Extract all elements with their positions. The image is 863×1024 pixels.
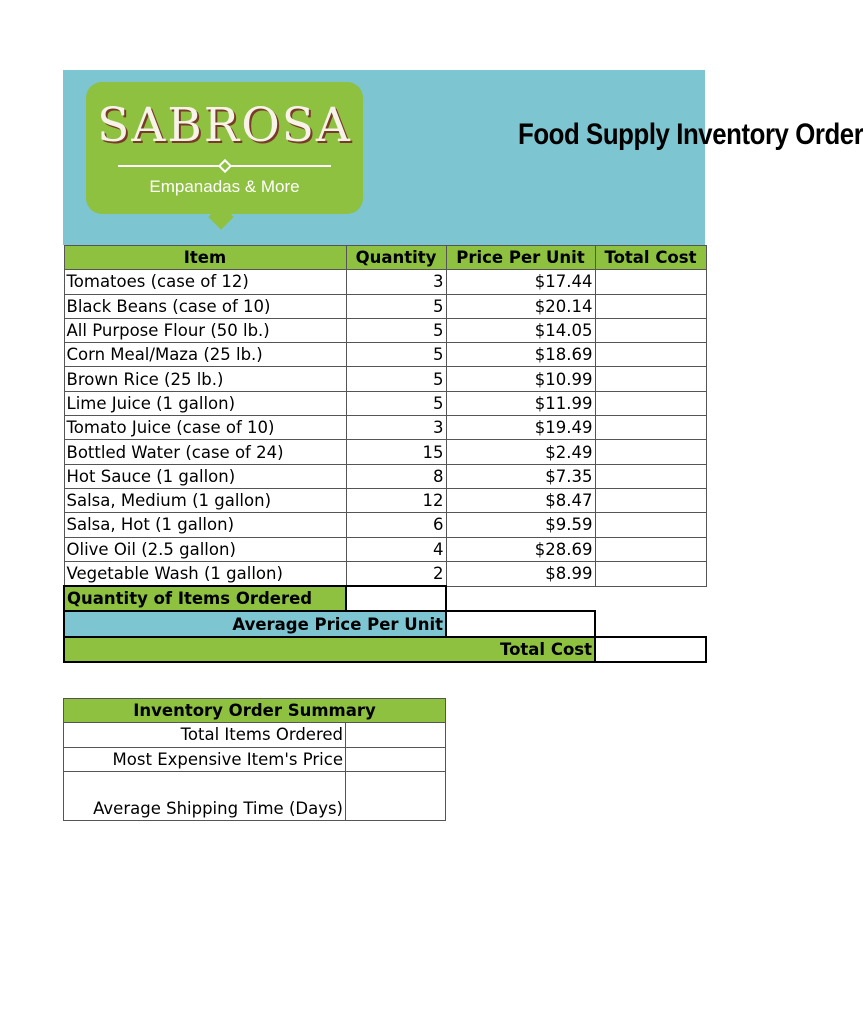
quantity-cell[interactable]: 2: [346, 561, 446, 586]
total-cost-cell[interactable]: [595, 637, 706, 662]
quantity-cell[interactable]: 12: [346, 488, 446, 512]
summary-label[interactable]: Most Expensive Item's Price: [64, 747, 346, 771]
item-cell[interactable]: Lime Juice (1 gallon): [64, 391, 346, 415]
column-header[interactable]: Quantity: [346, 246, 446, 270]
table-row: [64, 464, 706, 488]
price-cell[interactable]: $2.49: [446, 440, 595, 464]
table-row: [64, 367, 706, 391]
item-cell[interactable]: Tomatoes (case of 12): [64, 270, 346, 294]
price-cell[interactable]: $11.99: [446, 391, 595, 415]
price-cell[interactable]: $8.47: [446, 488, 595, 512]
quantity-cell[interactable]: 8: [346, 464, 446, 488]
average-price-row: [64, 611, 706, 636]
table-row: [64, 343, 706, 367]
quantity-cell[interactable]: 5: [346, 294, 446, 318]
quantity-cell[interactable]: 5: [346, 343, 446, 367]
summary-label[interactable]: Average Shipping Time (Days): [64, 771, 346, 820]
table-row: [64, 440, 706, 464]
price-cell[interactable]: $14.05: [446, 318, 595, 342]
summary-value-cell[interactable]: [346, 747, 446, 771]
summary-header-row: [64, 699, 446, 723]
item-cell[interactable]: Bottled Water (case of 24): [64, 440, 346, 464]
summary-label[interactable]: Total Items Ordered: [64, 723, 346, 747]
quantity-cell[interactable]: 3: [346, 416, 446, 440]
item-cell[interactable]: Salsa, Hot (1 gallon): [64, 513, 346, 537]
logo-tagline: Empanadas & More: [149, 177, 300, 196]
table-row: [64, 318, 706, 342]
average-price-label[interactable]: Average Price Per Unit: [64, 611, 446, 636]
summary-header[interactable]: Inventory Order Summary: [64, 699, 446, 723]
table-row: [64, 488, 706, 512]
quantity-total-cell[interactable]: [346, 586, 446, 611]
price-cell[interactable]: $17.44: [446, 270, 595, 294]
total-cost-cell[interactable]: [595, 537, 706, 561]
summary-value-cell[interactable]: [346, 723, 446, 747]
price-cell[interactable]: $8.99: [446, 561, 595, 586]
item-cell[interactable]: All Purpose Flour (50 lb.): [64, 318, 346, 342]
total-cost-cell[interactable]: [595, 318, 706, 342]
total-cost-cell[interactable]: [595, 294, 706, 318]
item-cell[interactable]: Vegetable Wash (1 gallon): [64, 561, 346, 586]
column-header[interactable]: Item: [64, 246, 346, 270]
item-cell[interactable]: Corn Meal/Maza (25 lb.): [64, 343, 346, 367]
item-cell[interactable]: Salsa, Medium (1 gallon): [64, 488, 346, 512]
table-row: [64, 391, 706, 415]
total-cost-cell[interactable]: [595, 464, 706, 488]
logo-name: SABROSA: [97, 98, 352, 153]
summary-row: [64, 723, 446, 747]
price-cell[interactable]: $19.49: [446, 416, 595, 440]
empty-cell: [595, 586, 706, 611]
table-row: [64, 513, 706, 537]
item-cell[interactable]: Tomato Juice (case of 10): [64, 416, 346, 440]
average-price-cell[interactable]: [446, 611, 595, 636]
quantity-cell[interactable]: 5: [346, 318, 446, 342]
quantity-cell[interactable]: 5: [346, 391, 446, 415]
price-cell[interactable]: $10.99: [446, 367, 595, 391]
table-row: [64, 270, 706, 294]
column-header[interactable]: Price Per Unit: [446, 246, 595, 270]
table-row: [64, 561, 706, 586]
item-cell[interactable]: Brown Rice (25 lb.): [64, 367, 346, 391]
total-cost-cell[interactable]: [595, 561, 706, 586]
quantity-cell[interactable]: 5: [346, 367, 446, 391]
order-summary-table: [63, 698, 446, 821]
table-row: [64, 416, 706, 440]
sabrosa-logo: [86, 82, 363, 214]
price-cell[interactable]: $18.69: [446, 343, 595, 367]
total-cost-row: [64, 637, 706, 662]
quantity-cell[interactable]: 3: [346, 270, 446, 294]
price-cell[interactable]: $7.35: [446, 464, 595, 488]
item-cell[interactable]: Olive Oil (2.5 gallon): [64, 537, 346, 561]
item-cell[interactable]: Black Beans (case of 10): [64, 294, 346, 318]
price-cell[interactable]: $20.14: [446, 294, 595, 318]
empty-cell: [595, 611, 706, 636]
table-header-row: [64, 246, 706, 270]
total-cost-cell[interactable]: [595, 367, 706, 391]
summary-row: [64, 771, 446, 820]
total-cost-cell[interactable]: [595, 391, 706, 415]
item-cell[interactable]: Hot Sauce (1 gallon): [64, 464, 346, 488]
price-cell[interactable]: $28.69: [446, 537, 595, 561]
total-cost-label[interactable]: Total Cost: [64, 637, 595, 662]
quantity-cell[interactable]: 4: [346, 537, 446, 561]
quantity-total-row: [64, 586, 706, 611]
total-cost-cell[interactable]: [595, 343, 706, 367]
inventory-table: [63, 245, 707, 663]
summary-row: [64, 747, 446, 771]
page-title: Food Supply Inventory Order: [518, 118, 863, 151]
header-banner: [63, 70, 863, 245]
logo-diamond-icon: [218, 159, 232, 173]
quantity-cell[interactable]: 6: [346, 513, 446, 537]
empty-cell: [446, 586, 595, 611]
table-row: [64, 537, 706, 561]
total-cost-cell[interactable]: [595, 416, 706, 440]
total-cost-cell[interactable]: [595, 513, 706, 537]
summary-value-cell[interactable]: [346, 771, 446, 820]
total-cost-cell[interactable]: [595, 440, 706, 464]
column-header[interactable]: Total Cost: [595, 246, 706, 270]
spreadsheet: [63, 70, 863, 663]
quantity-total-label[interactable]: Quantity of Items Ordered: [64, 586, 346, 611]
quantity-cell[interactable]: 15: [346, 440, 446, 464]
table-row: [64, 294, 706, 318]
total-cost-cell[interactable]: [595, 270, 706, 294]
total-cost-cell[interactable]: [595, 488, 706, 512]
price-cell[interactable]: $9.59: [446, 513, 595, 537]
